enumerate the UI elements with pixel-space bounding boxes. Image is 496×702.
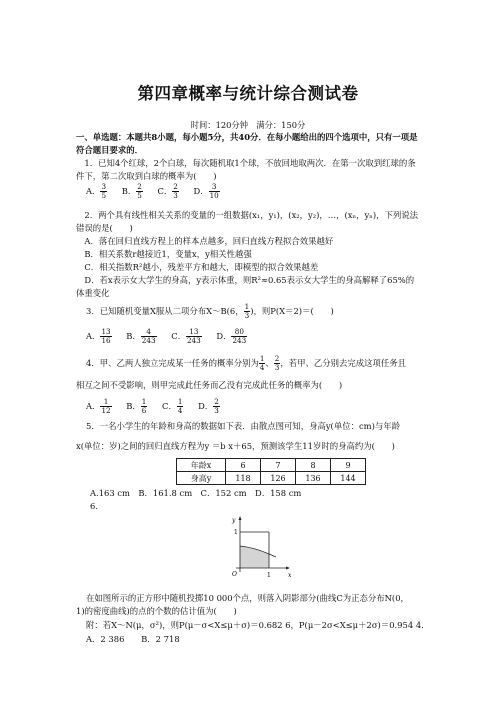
x-axis-label: x	[288, 572, 292, 579]
q4-stem: 4．甲、乙两人独立完成某一任务的概率分别为 $\frac{1}{4}$ 、 $\frac{2}{3}$ ，若甲、乙分别去完成这项任务且	[86, 354, 406, 372]
q3-option-b[interactable]: B． $\frac{4}{243}$	[126, 327, 156, 345]
q1-option-c[interactable]: C． $\frac{2}{3}$	[157, 182, 178, 200]
table-cell: 144	[331, 472, 366, 485]
q1-option-a[interactable]: A． $\frac{3}{5}$	[86, 182, 107, 200]
table-cell: 6	[226, 459, 261, 472]
y-axis-arrow	[239, 516, 242, 520]
q1-stem: 1．已知4个红球，2个白球，每次随机取1个球，不放回地取两次．在第一次取到红球的条件下，第二次取到白球的概率为( )	[76, 158, 416, 181]
q5-options[interactable]: A.163 cm B．161.8 cm C．152 cm D．158 cm	[90, 488, 302, 498]
q3-option-c[interactable]: C． $\frac{13}{243}$	[171, 327, 201, 345]
page-title: 第四章概率与统计综合测试卷	[137, 84, 359, 103]
q6-options[interactable]: A．2 386 B．2 718	[86, 634, 180, 644]
table-row	[177, 472, 366, 485]
q5-stem-cont: x(单位：岁)之间的回归直线方程为y ＝b x＋65，预测该学生11岁时的身高约为( )	[76, 441, 395, 451]
q2-stem: 2．两个具有线性相关关系的变量的一组数据(x₁，y₁)，(x₂，y₂)，…，(xₙ，yₙ)，下列说法错误的是( )	[76, 210, 418, 233]
q4-option-c[interactable]: C． $\frac{1}{4}$	[162, 397, 183, 415]
q4-stem-cont: 相互之间不受影响，则甲完成此任务而乙没有完成此任务的概率为( )	[76, 380, 343, 390]
q2-option-d[interactable]: D．若x表示女大学生的身高，y表示体重，则R²≈0.65表示女大学生的身高解释了65%的体重变化	[76, 275, 415, 298]
table-cell: 126	[261, 472, 296, 485]
y-axis-label: y	[232, 517, 236, 524]
y-one-label: 1	[234, 529, 238, 536]
q5-stem: 5．一名小学生的年龄和身高的数据如下表．由散点图可知，身高y(单位：cm)与年龄	[86, 421, 400, 431]
table-cell: 7	[261, 459, 296, 472]
q2-option-b[interactable]: B．相关系数r越接近1，变量x，y相关性越强	[84, 249, 252, 259]
q6-number: 6.	[90, 501, 98, 511]
q3-option-a[interactable]: A． $\frac{13}{16}$	[86, 327, 111, 345]
x-axis-arrow	[286, 567, 290, 570]
table-cell: 身高y	[177, 472, 226, 485]
normal-curve-figure	[226, 514, 298, 580]
q6-stem-cont: 1)的密度曲线)的点的个数的估计值为( )	[76, 606, 237, 616]
age-height-table	[176, 458, 366, 485]
table-cell: 9	[331, 459, 366, 472]
origin-label: O	[232, 571, 237, 578]
q3-stem: 3．已知随机变量X服从二项分布X～B(6， $\frac{1}{3}$ )，则P(X＝2)＝( )	[86, 302, 334, 320]
table-cell: 136	[296, 472, 331, 485]
section-heading: 一、单选题：本题共8小题，每小题5分，共40分．在每小题给出的四个选项中，只有一项是符合题目要求的．	[76, 132, 418, 155]
x-one-label: 1	[267, 572, 271, 579]
q3-option-d[interactable]: D． $\frac{80}{243}$	[216, 327, 247, 345]
q3-options	[86, 328, 416, 345]
q6-stem: 在如图所示的正方形中随机投掷10 000个点，则落入阴影部分(曲线C为正态分布N(0，	[86, 593, 409, 603]
exam-meta: 时间：120分钟 满分：150分	[190, 120, 306, 130]
table-cell: 118	[226, 472, 261, 485]
q4-option-d[interactable]: D． $\frac{2}{3}$	[198, 397, 219, 415]
q1-option-b[interactable]: B． $\frac{2}{5}$	[121, 182, 142, 200]
q6-note: 附：若X～N(μ，σ²)，则P(μ－σ<X≤μ＋σ)＝0.682 6，P(μ－2σ<X≤μ＋2σ)＝0.954 4.	[86, 620, 424, 630]
q4-option-a[interactable]: A． $\frac{1}{12}$	[86, 397, 111, 415]
q1-options	[86, 183, 416, 200]
table-cell: 年龄x	[177, 459, 226, 472]
table-row	[177, 459, 366, 472]
shaded-region	[240, 546, 269, 568]
q1-option-d[interactable]: D． $\frac{3}{10}$	[193, 182, 219, 200]
q2-option-a[interactable]: A．落在回归直线方程上的样本点越多，回归直线方程拟合效果越好	[84, 236, 334, 246]
q4-options	[86, 398, 416, 415]
q4-option-b[interactable]: B． $\frac{1}{6}$	[126, 397, 147, 415]
q2-option-c[interactable]: C．相关指数R²越小，残差平方和越大，即模型的拟合效果越差	[84, 262, 319, 272]
table-cell: 8	[296, 459, 331, 472]
